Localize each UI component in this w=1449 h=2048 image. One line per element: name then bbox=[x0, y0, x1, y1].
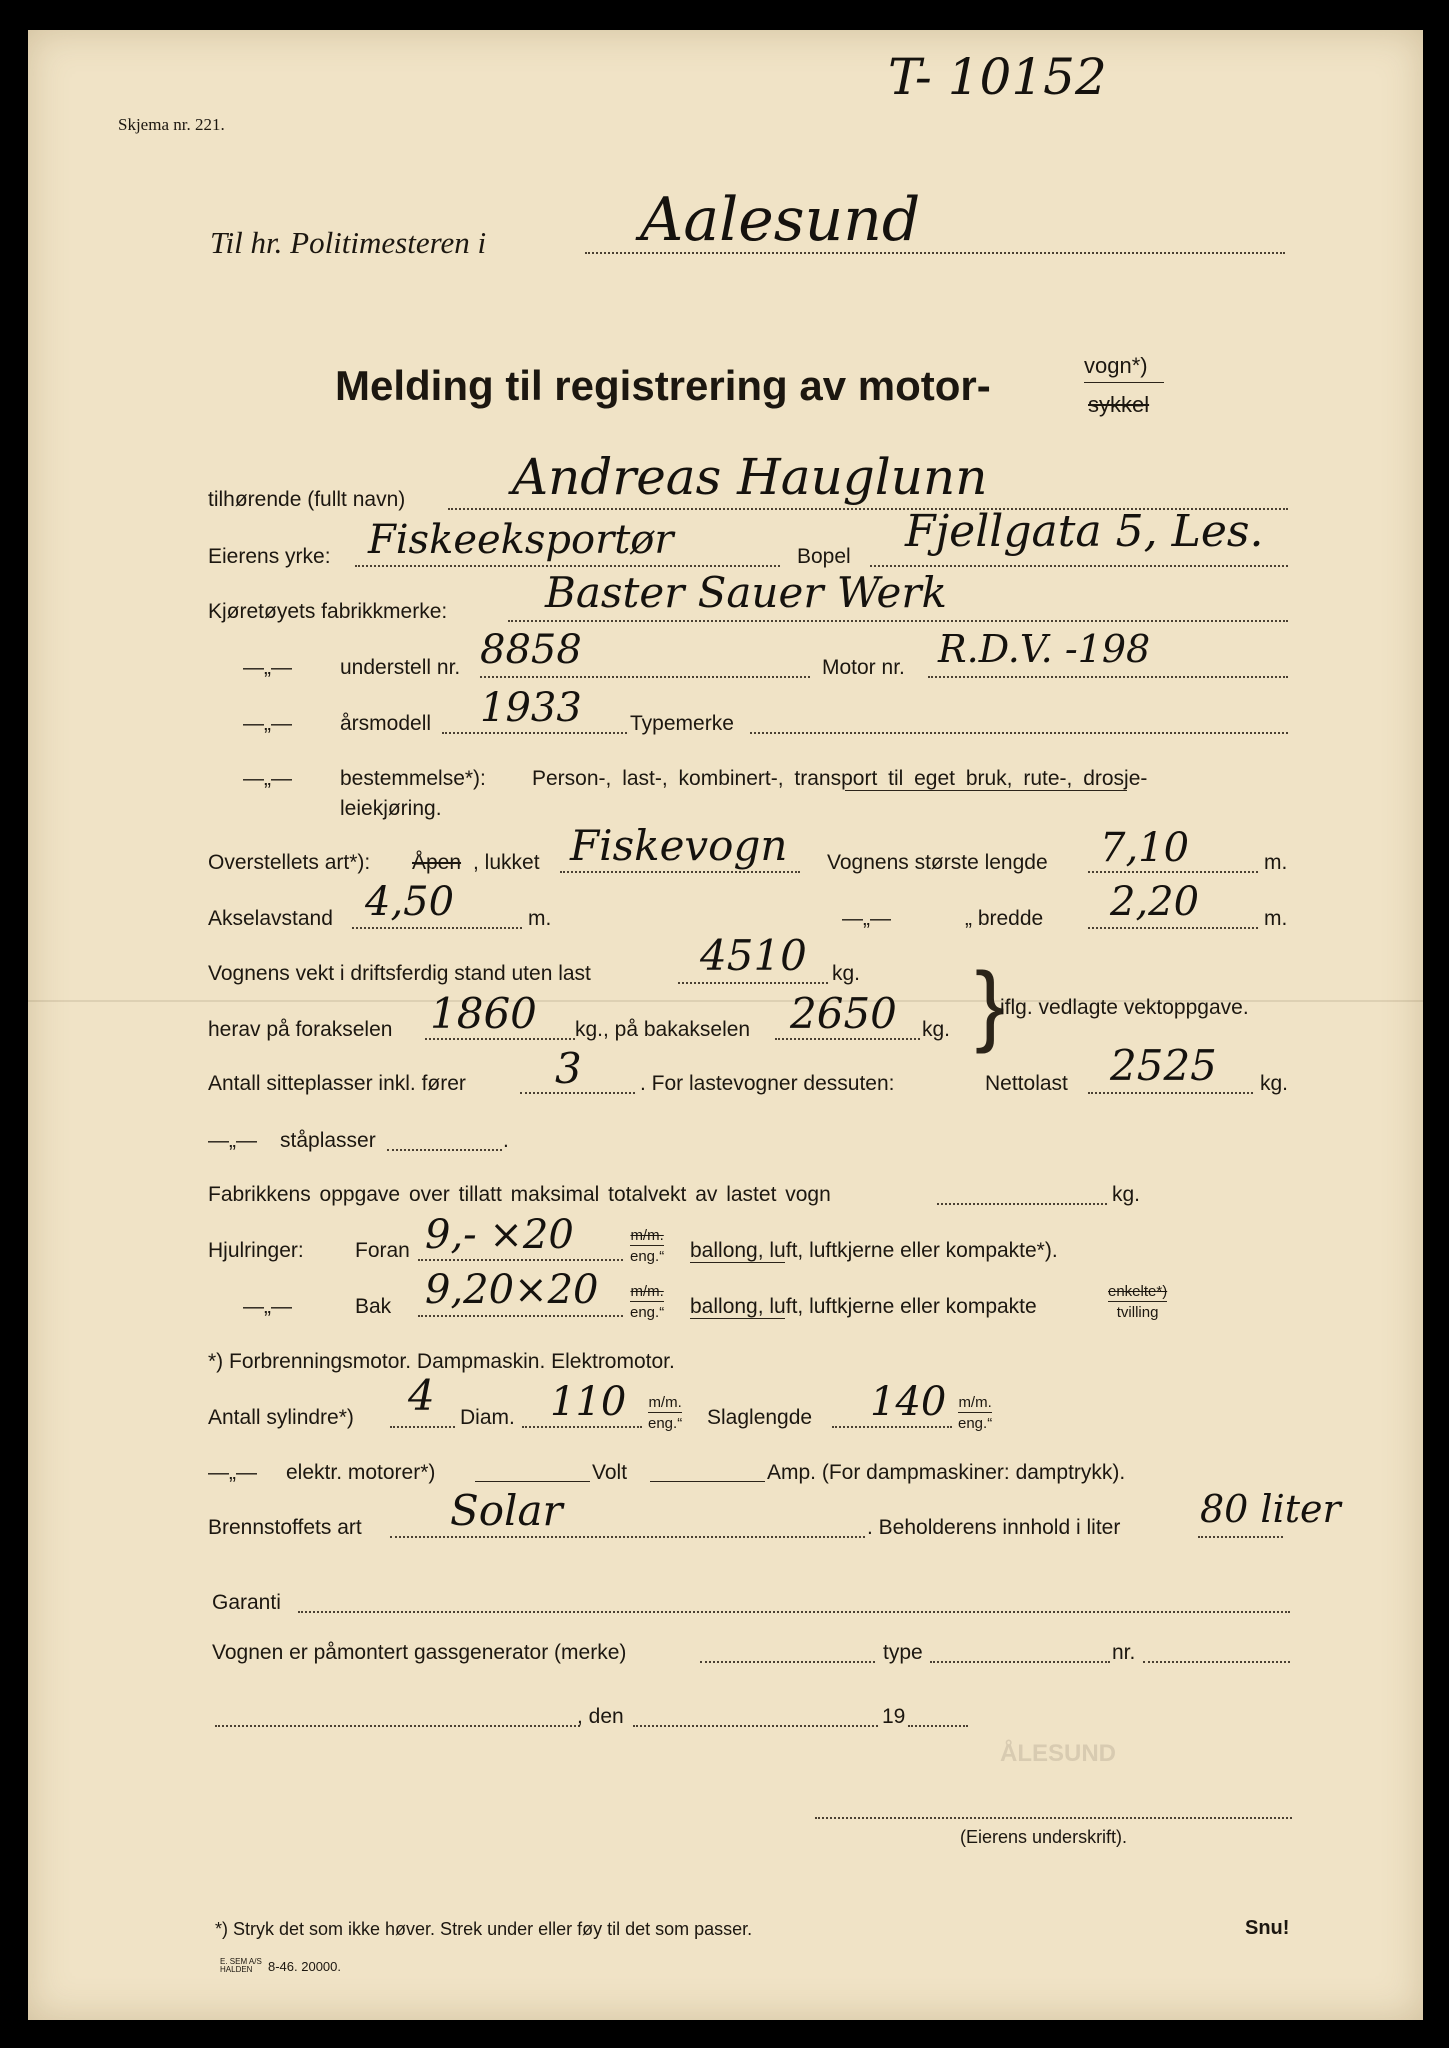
diameter-label: Diam. bbox=[460, 1406, 515, 1429]
length-value: 7,10 bbox=[1100, 825, 1190, 871]
weight-brace: } bbox=[975, 955, 1006, 1055]
form-title: Melding til registrering av motor- bbox=[335, 362, 991, 409]
volt-label: Volt bbox=[592, 1461, 628, 1484]
body-value: Fiskevogn bbox=[570, 821, 788, 870]
motor-label: Motor nr. bbox=[822, 656, 905, 679]
tire-rear-label: Bak bbox=[355, 1295, 392, 1318]
cylinders-value: 4 bbox=[408, 1371, 435, 1420]
width-label: „ bredde bbox=[965, 907, 1044, 930]
body-open: Åpen bbox=[412, 851, 462, 874]
turn-over: Snu! bbox=[1245, 1917, 1290, 1939]
seats-label: Antall sitteplasser inkl. fører bbox=[208, 1072, 466, 1095]
print-info: 8-46. 20000. bbox=[268, 1959, 342, 1974]
standing-label: ståplasser bbox=[280, 1129, 376, 1152]
stroke-label: Slaglengde bbox=[707, 1406, 813, 1429]
motor-value: R.D.V. -198 bbox=[938, 627, 1151, 671]
warranty-label: Garanti bbox=[212, 1591, 281, 1614]
stroke-value: 140 bbox=[870, 1379, 947, 1425]
unit-m: m. bbox=[1264, 907, 1288, 930]
signature-line bbox=[815, 1817, 1292, 1819]
addressee-place: Aalesund bbox=[640, 185, 921, 255]
ditto-mark: —„— bbox=[243, 767, 292, 790]
schema-number: Skjema nr. 221. bbox=[118, 115, 225, 134]
amp-label: Amp. (For dampmaskiner: damptrykk). bbox=[767, 1461, 1126, 1484]
unit-m: m. bbox=[528, 907, 552, 930]
engine-types: *) Forbrenningsmotor. Dampmaskin. Elektromotor. bbox=[208, 1350, 675, 1373]
purpose-underline bbox=[845, 790, 1127, 791]
tire-types-front: ballong, luft, luftkjerne eller kompakte*). bbox=[690, 1239, 1058, 1262]
owner-label: tilhørende (fullt navn) bbox=[208, 488, 406, 511]
body-label: Overstellets art*): bbox=[208, 851, 371, 874]
tires-label: Hjulringer: bbox=[208, 1239, 304, 1262]
rear-axle-value: 2650 bbox=[790, 989, 897, 1038]
make-value: Baster Sauer Werk bbox=[545, 568, 947, 617]
unit-kg: kg. bbox=[922, 1018, 951, 1041]
title-option-cycle: sykkel bbox=[1088, 392, 1150, 417]
netload-label: Nettolast bbox=[985, 1072, 1068, 1095]
length-label: Vognens største lengde bbox=[827, 851, 1048, 874]
tank-value: 80 liter bbox=[1200, 1487, 1341, 1531]
purpose-label: bestemmelse*): bbox=[340, 767, 486, 790]
maxweight-label: Fabrikkens oppgave over tillatt maksimal totalvekt av lastet vogn bbox=[208, 1183, 831, 1206]
ditto-mark: —„— bbox=[243, 656, 292, 679]
fuel-label: Brennstoffets art bbox=[208, 1516, 362, 1539]
ditto-mark: —„— bbox=[208, 1129, 257, 1152]
title-option-vehicle: vogn*) bbox=[1084, 353, 1148, 378]
address-label: Bopel bbox=[797, 545, 851, 568]
footer-note: *) Stryk det som ikke høver. Strek under eller føy til det som passer. bbox=[215, 1919, 753, 1939]
date-den: , den bbox=[577, 1705, 624, 1728]
printer-name: E. SEM A/S HALDEN bbox=[220, 1957, 262, 1974]
unit-kg: kg. bbox=[1260, 1072, 1289, 1095]
width-value: 2,20 bbox=[1110, 879, 1200, 925]
file-number: T- 10152 bbox=[888, 48, 1107, 106]
chassis-label: understell nr. bbox=[340, 656, 461, 679]
tank-label: . Beholderens innhold i liter bbox=[867, 1516, 1121, 1539]
year-value: 1933 bbox=[480, 685, 582, 731]
front-axle-label: herav på forakselen bbox=[208, 1018, 393, 1041]
body-closed: , lukket bbox=[473, 851, 540, 874]
owner-name: Andreas Hauglunn bbox=[512, 448, 988, 506]
purpose-options-2: leiekjøring. bbox=[340, 797, 442, 820]
unit-m: m. bbox=[1264, 851, 1288, 874]
unit-mm-eng: m/m. eng.“ bbox=[630, 1283, 665, 1321]
faint-stamp: ÅLESUND bbox=[1000, 1740, 1117, 1767]
wheelbase-value: 4,50 bbox=[365, 879, 455, 925]
ditto-mark: —„— bbox=[842, 907, 891, 930]
typemark-label: Typemerke bbox=[630, 712, 734, 735]
type-label: type bbox=[883, 1641, 923, 1664]
weight-note: iflg. vedlagte vektoppgave. bbox=[1000, 996, 1249, 1019]
rear-axle-label: kg., på bakakselen bbox=[575, 1018, 751, 1041]
ditto-mark: —„— bbox=[243, 1295, 292, 1318]
trucks-label: . For lastevogner dessuten: bbox=[640, 1072, 895, 1095]
occupation-value: Fiskeeksportør bbox=[368, 517, 674, 563]
address-value: Fjellgata 5, Les. bbox=[905, 506, 1264, 557]
unit-mm-eng: m/m. eng.“ bbox=[648, 1394, 683, 1432]
gas-generator-label: Vognen er påmontert gassgenerator (merke) bbox=[212, 1641, 627, 1664]
purpose-options: Person-, last-, kombinert-, transport til eget bruk, rute-, drosje- bbox=[532, 767, 1148, 790]
cylinders-label: Antall sylindre*) bbox=[208, 1406, 354, 1429]
unit-mm-eng: m/m. eng.“ bbox=[630, 1227, 665, 1265]
nr-label: nr. bbox=[1112, 1641, 1136, 1664]
front-axle-value: 1860 bbox=[430, 989, 537, 1038]
netload-value: 2525 bbox=[1110, 1041, 1217, 1090]
fuel-value: Solar bbox=[450, 1486, 563, 1535]
tire-front-label: Foran bbox=[355, 1239, 410, 1262]
weight-label: Vognens vekt i driftsferdig stand uten last bbox=[208, 962, 591, 985]
signature-label: (Eierens underskrift). bbox=[960, 1827, 1128, 1847]
tire-types-rear: ballong, luft, luftkjerne eller kompakte bbox=[690, 1295, 1037, 1318]
addressee-label: Til hr. Politimesteren i bbox=[210, 225, 487, 260]
unit-mm-eng: m/m. eng.“ bbox=[958, 1394, 993, 1432]
chassis-value: 8858 bbox=[480, 627, 582, 673]
ditto-mark: —„— bbox=[208, 1461, 257, 1484]
electric-label: elektr. motorer*) bbox=[286, 1461, 436, 1484]
date-year-prefix: 19 bbox=[882, 1705, 906, 1728]
year-label: årsmodell bbox=[340, 712, 432, 735]
make-label: Kjøretøyets fabrikkmerke: bbox=[208, 600, 448, 623]
diameter-value: 110 bbox=[550, 1379, 627, 1425]
unit-kg: kg. bbox=[1112, 1183, 1141, 1206]
seats-value: 3 bbox=[555, 1044, 582, 1093]
single-twin: enkelte*) tvilling bbox=[1108, 1283, 1168, 1321]
tire-rear-value: 9,20×20 bbox=[425, 1267, 599, 1313]
tire-front-value: 9,- ×20 bbox=[425, 1212, 574, 1258]
ditto-mark: —„— bbox=[243, 712, 292, 735]
unit-kg: kg. bbox=[832, 962, 861, 985]
standing-dot: . bbox=[503, 1129, 509, 1152]
occupation-label: Eierens yrke: bbox=[208, 545, 331, 568]
wheelbase-label: Akselavstand bbox=[208, 907, 333, 930]
weight-value: 4510 bbox=[700, 931, 807, 980]
